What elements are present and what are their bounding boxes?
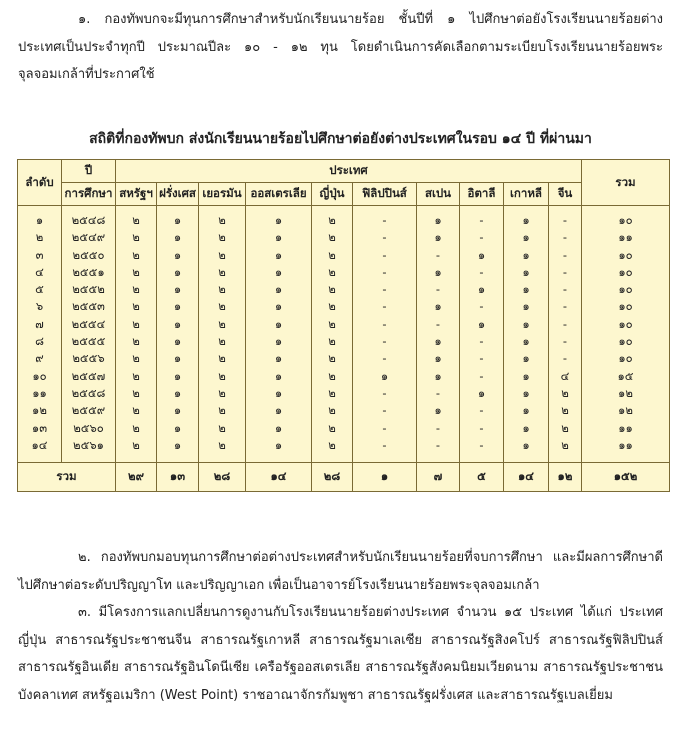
table-cell: ๒ [116, 229, 157, 246]
table-cell: ๒ [199, 316, 246, 333]
table-cell: ๑ [157, 402, 199, 419]
table-cell: ๒ [312, 402, 353, 419]
table-cell: ๒๕๕๖ [62, 350, 116, 367]
footer-cell: ๑ [353, 463, 417, 492]
header-country: ออสเตรเลีย [246, 183, 312, 206]
header-year-line1: ปี [62, 160, 116, 183]
table-cell: ๒ [116, 368, 157, 385]
table-cell: ๒ [116, 333, 157, 350]
table-cell: ๑๐ [582, 350, 670, 367]
table-cell: ๑ [417, 298, 460, 315]
table-cell: ๙ [18, 350, 62, 367]
table-row [18, 333, 670, 350]
table-cell: ๔ [549, 368, 582, 385]
table-cell: ๑ [157, 368, 199, 385]
table-row [18, 247, 670, 264]
table-cell: ๘ [18, 333, 62, 350]
table-cell: ๒ [199, 281, 246, 298]
table-cell: - [549, 350, 582, 367]
table-cell: ๒๕๔๘ [62, 206, 116, 230]
footer-cell: ๑๒ [549, 463, 582, 492]
table-cell: - [549, 333, 582, 350]
table-cell: ๑ [246, 316, 312, 333]
table-row [18, 264, 670, 281]
table-cell: ๒ [312, 281, 353, 298]
table-cell: - [460, 264, 504, 281]
table-cell: ๒ [116, 385, 157, 402]
table-cell: ๑ [417, 350, 460, 367]
table-cell: ๒ [116, 350, 157, 367]
table-cell: - [549, 316, 582, 333]
table-cell: ๑ [460, 281, 504, 298]
table-cell: ๑ [157, 281, 199, 298]
table-cell: - [417, 281, 460, 298]
footer-cell: ๑๔ [504, 463, 549, 492]
table-cell: ๒ [199, 264, 246, 281]
table-cell: ๑๐ [582, 264, 670, 281]
table-cell: - [549, 229, 582, 246]
table-cell: ๔ [18, 264, 62, 281]
table-cell: ๑ [417, 402, 460, 419]
table-cell: ๑ [246, 247, 312, 264]
footer-cell: ๒๙ [116, 463, 157, 492]
table-cell: ๑๐ [582, 316, 670, 333]
table-cell: ๑ [417, 264, 460, 281]
table-cell: ๑ [246, 350, 312, 367]
table-row [18, 350, 670, 367]
table-cell: ๒๕๕๒ [62, 281, 116, 298]
table-cell: - [353, 206, 417, 230]
table-cell: ๒ [116, 247, 157, 264]
table-cell: ๑ [417, 333, 460, 350]
header-country: สเปน [417, 183, 460, 206]
header-country: สหรัฐฯ [116, 183, 157, 206]
table-cell: ๑ [417, 206, 460, 230]
table-cell: - [460, 420, 504, 437]
table-cell: ๑ [157, 385, 199, 402]
table-cell: ๒ [199, 206, 246, 230]
table-cell: ๑๐ [582, 281, 670, 298]
table-cell: ๑ [504, 264, 549, 281]
table-row [18, 316, 670, 333]
table-cell: ๑๐ [18, 368, 62, 385]
table-cell: ๑ [157, 420, 199, 437]
footer-cell: ๒๘ [199, 463, 246, 492]
header-country-group: ประเทศ [116, 160, 582, 183]
table-cell: ๒ [549, 437, 582, 463]
table-row [18, 298, 670, 315]
table-cell: ๒ [312, 247, 353, 264]
table-cell: - [460, 368, 504, 385]
table-cell: ๑ [246, 298, 312, 315]
table-row [18, 402, 670, 419]
footer-cell: ๗ [417, 463, 460, 492]
table-cell: - [460, 206, 504, 230]
table-cell: ๑ [246, 402, 312, 419]
table-cell: - [353, 281, 417, 298]
table-cell: ๑ [460, 247, 504, 264]
table-cell: ๑ [504, 281, 549, 298]
header-country: จีน [549, 183, 582, 206]
table-cell: ๒๕๕๓ [62, 298, 116, 315]
table-cell: ๒๕๔๙ [62, 229, 116, 246]
table-cell: ๑๑ [18, 385, 62, 402]
table-cell: ๒ [312, 316, 353, 333]
table-cell: ๒ [312, 385, 353, 402]
table-cell: ๒ [199, 298, 246, 315]
paragraph-2: ๒. กองทัพบกมอบทุนการศึกษาต่อต่างประเทศสำหรับนักเรียนนายร้อยที่จบการศึกษา และมีผลการศึกษาดีไปศึกษาต่อระดับปริญญาโท และปริญญาเอก เพื่อเป็นอาจารย์โรงเรียนนายร้อยพระจุลจอมเกล้า [18, 550, 663, 593]
header-country: อิตาลี [460, 183, 504, 206]
table-row [18, 281, 670, 298]
table-cell: ๒ [312, 206, 353, 230]
table-cell: ๒ [199, 247, 246, 264]
table-cell: ๑ [246, 368, 312, 385]
table-cell: ๑ [246, 229, 312, 246]
table-cell: ๑ [504, 333, 549, 350]
table-cell: ๒ [116, 298, 157, 315]
table-cell: - [353, 437, 417, 463]
table-cell: ๒ [199, 333, 246, 350]
table-cell: - [353, 316, 417, 333]
table-cell: ๑ [246, 264, 312, 281]
header-year-line2: การศึกษา [62, 183, 116, 206]
footer-cell: ๒๘ [312, 463, 353, 492]
table-cell: ๒ [116, 281, 157, 298]
table-cell: ๒๕๕๑ [62, 264, 116, 281]
table-cell: ๒๕๕๗ [62, 368, 116, 385]
table-cell: ๒ [199, 437, 246, 463]
table-cell: - [353, 402, 417, 419]
table-cell: ๑๑ [582, 420, 670, 437]
table-cell: ๑ [504, 402, 549, 419]
header-total: รวม [582, 160, 670, 206]
table-cell: - [353, 385, 417, 402]
table-cell: ๒๕๕๔ [62, 316, 116, 333]
table-cell: ๑ [246, 385, 312, 402]
table-cell: ๑ [157, 298, 199, 315]
table-cell: ๑ [504, 420, 549, 437]
table-cell: ๒ [312, 368, 353, 385]
table-cell: ๒ [312, 229, 353, 246]
table-cell: ๖ [18, 298, 62, 315]
table-cell: ๑ [246, 281, 312, 298]
table-row [18, 437, 670, 463]
table-cell: ๑ [504, 368, 549, 385]
table-cell: ๑๐ [582, 298, 670, 315]
table-cell: ๑ [157, 437, 199, 463]
table-cell: ๑ [157, 247, 199, 264]
table-cell: ๑๐ [582, 333, 670, 350]
table-footer-row [18, 463, 670, 492]
table-cell: - [353, 420, 417, 437]
table-cell: ๑ [157, 350, 199, 367]
table-cell: ๒ [116, 437, 157, 463]
table-cell: - [417, 385, 460, 402]
table-cell: - [460, 298, 504, 315]
header-country: ญี่ปุ่น [312, 183, 353, 206]
table-cell: - [417, 437, 460, 463]
table-row [18, 420, 670, 437]
table-cell: ๑ [504, 437, 549, 463]
table-cell: - [353, 350, 417, 367]
table-cell: - [353, 264, 417, 281]
header-country: ฟิลิปปินส์ [353, 183, 417, 206]
table-cell: ๑ [504, 298, 549, 315]
table-cell: ๗ [18, 316, 62, 333]
table-cell: ๒ [312, 437, 353, 463]
table-cell: ๑ [504, 316, 549, 333]
table-cell: ๒ [116, 316, 157, 333]
table-cell: ๒๕๕๕ [62, 333, 116, 350]
table-cell: ๑ [460, 316, 504, 333]
table-cell: ๑ [504, 385, 549, 402]
table-row [18, 229, 670, 246]
table-cell: ๒ [18, 229, 62, 246]
paragraph-3: ๓. มีโครงการแลกเปลี่ยนการดูงานกับโรงเรียนนายร้อยต่างประเทศ จำนวน ๑๕ ประเทศ ได้แก่ ประเทศญี่ปุ่น สาธารณรัฐประชาชนจีน สาธารณรัฐเกาหลี สาธารณรัฐมาเลเซีย สาธารณรัฐสิงคโปร์ สาธารณรัฐฟิลิปปินส์ สาธารณรัฐอินเดีย สาธารณรัฐอินโดนีเซีย เครือรัฐออสเตรเลีย สาธารณรัฐสังคมนิยมเวียดนาม สาธารณรัฐประชาชนบังคลาเทศ สหรัฐอเมริกา (West Point) ราชอาณาจักรกัมพูชา สาธารณรัฐฝรั่งเศส และสาธารณรัฐเบลเยี่ยม [18, 605, 663, 703]
table-cell: ๒ [199, 368, 246, 385]
table-cell: ๒ [549, 385, 582, 402]
table-cell: ๑ [246, 206, 312, 230]
footer-cell: ๕ [460, 463, 504, 492]
table-cell: ๒ [312, 333, 353, 350]
table-cell: - [549, 264, 582, 281]
table-cell: ๑๔ [18, 437, 62, 463]
table-body [18, 206, 670, 463]
table-cell: - [460, 350, 504, 367]
table-cell: ๒ [116, 402, 157, 419]
table-cell: - [549, 281, 582, 298]
table-cell: ๑๑ [582, 437, 670, 463]
table-cell: - [549, 298, 582, 315]
table-row [18, 206, 670, 230]
table-cell: ๑ [504, 206, 549, 230]
table-title: สถิติที่กองทัพบก ส่งนักเรียนนายร้อยไปศึกษาต่อยังต่างประเทศในรอบ ๑๔ ปี ที่ผ่านมา [89, 131, 592, 147]
table-cell: ๒ [312, 264, 353, 281]
footer-label: รวม [18, 463, 116, 492]
table-cell: ๑๕ [582, 368, 670, 385]
table-cell: ๑ [504, 247, 549, 264]
table-cell: - [549, 206, 582, 230]
table-cell: - [460, 402, 504, 419]
table-cell: ๒ [312, 298, 353, 315]
table-cell: - [417, 316, 460, 333]
table-cell: ๑ [353, 368, 417, 385]
table-cell: ๒ [549, 420, 582, 437]
table-cell: ๑๐ [582, 247, 670, 264]
table-row [18, 368, 670, 385]
paragraph-1: ๑. กองทัพบกจะมีทุนการศึกษาสำหรับนักเรียนนายร้อย ชั้นปีที่ ๑ ไปศึกษาต่อยังโรงเรียนนายร้อยต่างประเทศเป็นประจำทุกปี ประมาณปีละ ๑๐ - ๑๒ ทุน โดยดำเนินการคัดเลือกตามระเบียบโรงเรียนนายร้อยพระจุลจอมเกล้าที่ประกาศใช้ [18, 12, 663, 82]
table-cell: - [460, 437, 504, 463]
table-cell: ๒๕๕๙ [62, 402, 116, 419]
table-cell: ๑๒ [582, 385, 670, 402]
table-cell: ๑ [246, 437, 312, 463]
table-cell: ๒ [199, 229, 246, 246]
table-cell: - [549, 247, 582, 264]
table-cell: ๒ [549, 402, 582, 419]
table-cell: ๑ [460, 385, 504, 402]
table-cell: - [460, 229, 504, 246]
table-cell: ๑ [18, 206, 62, 230]
table-cell: ๑๐ [582, 206, 670, 230]
header-country: ฝรั่งเศส [157, 183, 199, 206]
table-cell: ๑ [504, 229, 549, 246]
table-cell: ๑๓ [18, 420, 62, 437]
footer-cell: ๑๕๒ [582, 463, 670, 492]
table-cell: - [353, 333, 417, 350]
table-cell: ๒๕๕๘ [62, 385, 116, 402]
table-cell: ๒ [199, 402, 246, 419]
table-cell: ๒ [199, 420, 246, 437]
footer-cell: ๑๓ [157, 463, 199, 492]
table-cell: ๒ [199, 350, 246, 367]
table-cell: ๑ [157, 229, 199, 246]
table-cell: - [353, 298, 417, 315]
table-cell: ๑ [157, 264, 199, 281]
table-cell: ๑๑ [582, 229, 670, 246]
table-cell: ๑ [157, 206, 199, 230]
statistics-table [17, 159, 670, 492]
table-cell: ๒ [312, 420, 353, 437]
header-country: เกาหลี [504, 183, 549, 206]
table-cell: ๓ [18, 247, 62, 264]
table-cell: ๒ [199, 385, 246, 402]
table-cell: - [417, 420, 460, 437]
table-cell: ๒๕๖๑ [62, 437, 116, 463]
table-cell: ๑ [417, 229, 460, 246]
footer-cell: ๑๔ [246, 463, 312, 492]
table-cell: ๒๕๖๐ [62, 420, 116, 437]
table-cell: ๑๒ [18, 402, 62, 419]
table-cell: ๒ [312, 350, 353, 367]
table-cell: ๑ [504, 350, 549, 367]
table-cell: - [353, 229, 417, 246]
table-cell: ๒ [116, 420, 157, 437]
table-cell: ๒๕๕๐ [62, 247, 116, 264]
table-cell: ๑ [157, 333, 199, 350]
table-cell: ๑ [157, 316, 199, 333]
table-cell: - [417, 247, 460, 264]
statistics-table-container [17, 159, 670, 492]
header-order: ลำดับ [18, 160, 62, 206]
table-cell: - [353, 247, 417, 264]
table-cell: ๒ [116, 264, 157, 281]
table-row [18, 385, 670, 402]
header-country: เยอรมัน [199, 183, 246, 206]
table-cell: ๑๒ [582, 402, 670, 419]
table-cell: ๑ [417, 368, 460, 385]
table-cell: ๑ [246, 333, 312, 350]
table-cell: - [460, 333, 504, 350]
table-cell: ๕ [18, 281, 62, 298]
table-cell: ๑ [246, 420, 312, 437]
table-cell: ๒ [116, 206, 157, 230]
